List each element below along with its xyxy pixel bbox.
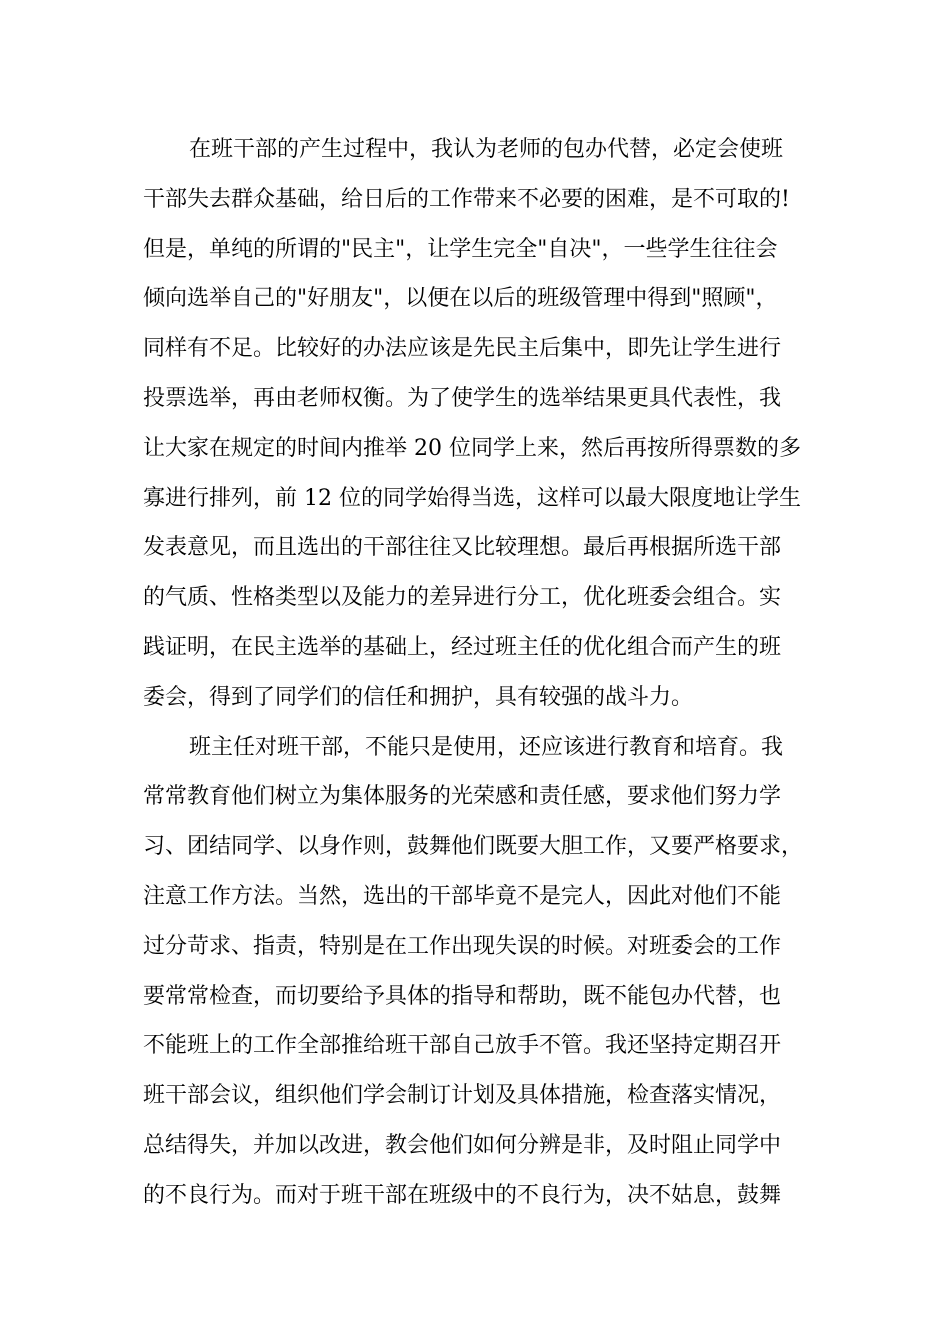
paragraph-1-line-3: 但是，单纯的所谓的"民主"，让学生完全"自决"，一些学生往往会 (143, 237, 778, 262)
paragraph-1-line-11: 践证明，在民主选举的基础上，经过班主任的优化组合而产生的班 (143, 635, 782, 660)
paragraph-1-line-2: 干部失去群众基础，给日后的工作带来不必要的困难，是不可取的! (143, 187, 790, 212)
paragraph-1-line-6: 投票选举，再由老师权衡。为了使学生的选举结果更具代表性，我 (143, 386, 782, 411)
paragraph-2-line-10: 的不良行为。而对于班干部在班级中的不良行为，决不姑息，鼓舞 (143, 1183, 782, 1208)
paragraph-2-line-9: 总结得失，并加以改进，教会他们如何分辨是非，及时阻止同学中 (143, 1133, 782, 1158)
paragraph-1-line-7: 让大家在规定的时间内推举 20 位同学上来，然后再按所得票数的多 (143, 436, 801, 461)
paragraph-1-line-5: 同样有不足。比较好的办法应该是先民主后集中，即先让学生进行 (143, 336, 782, 361)
paragraph-2-line-8: 班干部会议，组织他们学会制订计划及具体措施，检查落实情况， (143, 1083, 782, 1108)
paragraph-2-line-6: 要常常检查，而切要给予具体的指导和帮助，既不能包办代替，也 (143, 984, 782, 1009)
paragraph-1-line-12: 委会，得到了同学们的信任和拥护，具有较强的战斗力。 (143, 685, 694, 710)
paragraph-1-line-4: 倾向选举自己的"好朋友"，以便在以后的班级管理中得到"照顾"， (143, 286, 778, 311)
paragraph-1-line-8: 寡进行排列，前 12 位的同学始得当选，这样可以最大限度地让学生 (143, 486, 801, 511)
paragraph-1-line-10: 的气质、性格类型以及能力的差异进行分工，优化班委会组合。实 (143, 585, 782, 610)
paragraph-2-line-3: 习、团结同学、以身作则，鼓舞他们既要大胆工作，又要严格要求， (143, 834, 804, 859)
paragraph-2-line-1: 班主任对班干部，不能只是使用，还应该进行教育和培育。我 (189, 735, 784, 760)
paragraph-2-line-5: 过分苛求、指责，特别是在工作出现失误的时候。对班委会的工作 (143, 934, 782, 959)
paragraph-2-line-4: 注意工作方法。当然，选出的干部毕竟不是完人，因此对他们不能 (143, 884, 782, 909)
paragraph-2-line-2: 常常教育他们树立为集体服务的光荣感和责任感，要求他们努力学 (143, 784, 782, 809)
paragraph-2-line-7: 不能班上的工作全部推给班干部自己放手不管。我还坚持定期召开 (143, 1033, 782, 1058)
paragraph-1-line-9: 发表意见，而且选出的干部往往又比较理想。最后再根据所选干部 (143, 535, 782, 560)
paragraph-1-line-1: 在班干部的产生过程中，我认为老师的包办代替，必定会使班 (189, 137, 784, 162)
